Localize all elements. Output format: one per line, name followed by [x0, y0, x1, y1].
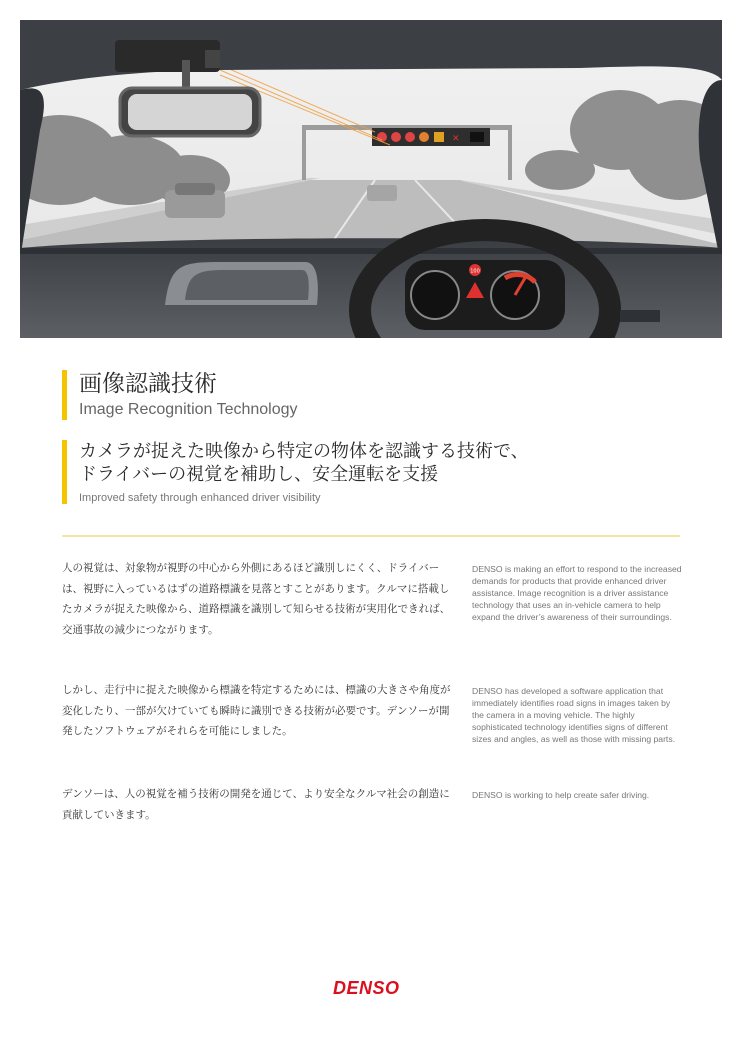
subtitle-block — [62, 440, 529, 504]
air-vent — [620, 310, 660, 322]
subtitle-en: Improved safety through enhanced driver visibility — [79, 492, 321, 504]
paragraph-en-1: DENSO is making an effort to respond to the increased demands for products that provide enhanced driver assistance. Image recognition is a driver assistance technology that uses an in-vehicle camera to help expand the driver’s awareness of their surroundings. — [472, 564, 682, 622]
page-title-ja: 画像認識技術 — [79, 371, 217, 397]
page-title-en: Image Recognition Technology — [79, 401, 298, 418]
subtitle-ja-line2: ドライバーの視覚を補助し、安全運転を支援 — [79, 464, 439, 485]
cluster-speed-sign: 100 — [470, 268, 480, 275]
paragraph-ja-1: 人の視覚は、対象物が視野の中心から外側にあるほど識別しにくく、ドライバーは、視野に入っているはずの道路標識を見落とすことがあります。クルマに搭載したカメラが捉えた映像から、道路標識を識別して知らせる技術が実用化できれば、交通事故の減少につながります。 — [62, 562, 451, 636]
subtitle-ja-line1: カメラが捉えた映像から特定の物体を認識する技術で、 — [79, 441, 529, 462]
divider — [62, 535, 680, 537]
title-block — [62, 370, 298, 420]
paragraph-ja-2: しかし、走行中に捉えた映像から標識を特定するためには、標識の大きさや角度が変化したり、一部が欠けていても瞬時に識別できる技術が必要です。デンソーが開発したソフトウェアがそれらを可能にしました。 — [62, 684, 451, 737]
paragraph-en-2: DENSO has developed a software application that immediately identifies road signs in images taken by the camera in a moving vehicle. The highly sophisticated technology identifies signs of different sizes and angles, as well as those with missing parts. — [472, 686, 676, 744]
svg-text:✕: ✕ — [452, 134, 460, 144]
camera-module — [115, 40, 220, 72]
car-interior-illustration — [20, 20, 722, 338]
denso-logo: DENSO — [333, 978, 400, 998]
hero-image — [20, 20, 722, 338]
paragraph-en-3: DENSO is working to help create safer driving. — [472, 790, 650, 800]
paragraph-ja-3: デンソーは、人の視覚を補う技術の開発を通じて、より安全なクルマ社会の創造に貢献していきます。 — [62, 788, 450, 821]
instrument-cluster — [405, 260, 565, 330]
car-ahead-right — [367, 185, 397, 201]
